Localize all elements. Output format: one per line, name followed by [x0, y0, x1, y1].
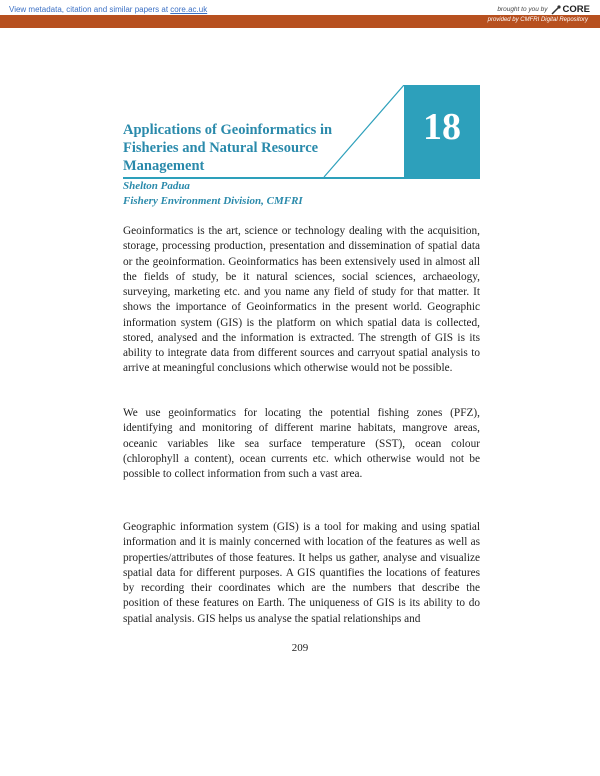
- core-logo[interactable]: [551, 4, 590, 15]
- core-link-text: View metadata, citation and similar papers at: [9, 5, 171, 14]
- chapter-title: Applications of Geoinformatics in Fisheries and Natural Resource Management: [123, 122, 333, 174]
- chapter-number-box: [404, 85, 480, 178]
- brought-to-you-by[interactable]: [497, 4, 590, 15]
- core-logo-icon: [551, 5, 561, 15]
- body-paragraph-3: Geographic information system (GIS) is a tool for making and using spatial information and it is mainly concerned with location of the features as well as properties/attributes of those features. It helps us gather, analyse and visualize spatial data for different purposes. A GIS quantifies the locations of features by recording their coordinates which are the numbers that describe the position of these features on Earth. The uniqueness of GIS is its ability to do spatial analysis. GIS helps us analyse the spatial relationships and: [123, 521, 480, 625]
- author-name: Shelton Padua: [123, 180, 190, 192]
- core-link-domain[interactable]: core.ac.uk: [170, 5, 208, 14]
- page-number: 209: [291, 642, 309, 654]
- provider-banner: [0, 15, 600, 28]
- brought-by-text: brought to you by: [497, 6, 548, 13]
- author-affiliation: Fishery Environment Division, CMFRI: [123, 195, 303, 207]
- author-block: [123, 179, 303, 209]
- chapter-number: 18: [423, 106, 461, 148]
- provided-by-text[interactable]: provided by CMFRI Digital Repository: [487, 17, 588, 23]
- body-paragraph-2: We use geoinformatics for locating the potential fishing zones (PFZ), identifying and monitoring of different marine habitats, mangrove areas, oceanic variables like sea surface temperature (SST), ocean colour (chlorophyll a content), ocean currents etc. which otherwise would not be possible to collect information from such a vast area.: [123, 407, 480, 480]
- core-metadata-link[interactable]: [9, 5, 207, 14]
- body-paragraph-1: Geoinformatics is the art, science or technology dealing with the acquisition, storage, processing production, presentation and dissemination of spatial data or the geoinformation. Geoinformatics has been extensively used in almost all the fields of study, be it natural sciences, social sciences, archaeology, surveying, marketing etc. and you name any field of study for that matter. It shows the importance of Geoinformatics in the present world. Geographic information system (GIS) is the platform on which spatial data is collected, stored, analysed and the information is extracted. The strength of GIS is its ability to integrate data from different sources and carryout spatial analysis to arrive at meaningful conclusions which otherwise would not be possible.: [123, 225, 480, 375]
- core-logo-text: CORE: [562, 4, 590, 15]
